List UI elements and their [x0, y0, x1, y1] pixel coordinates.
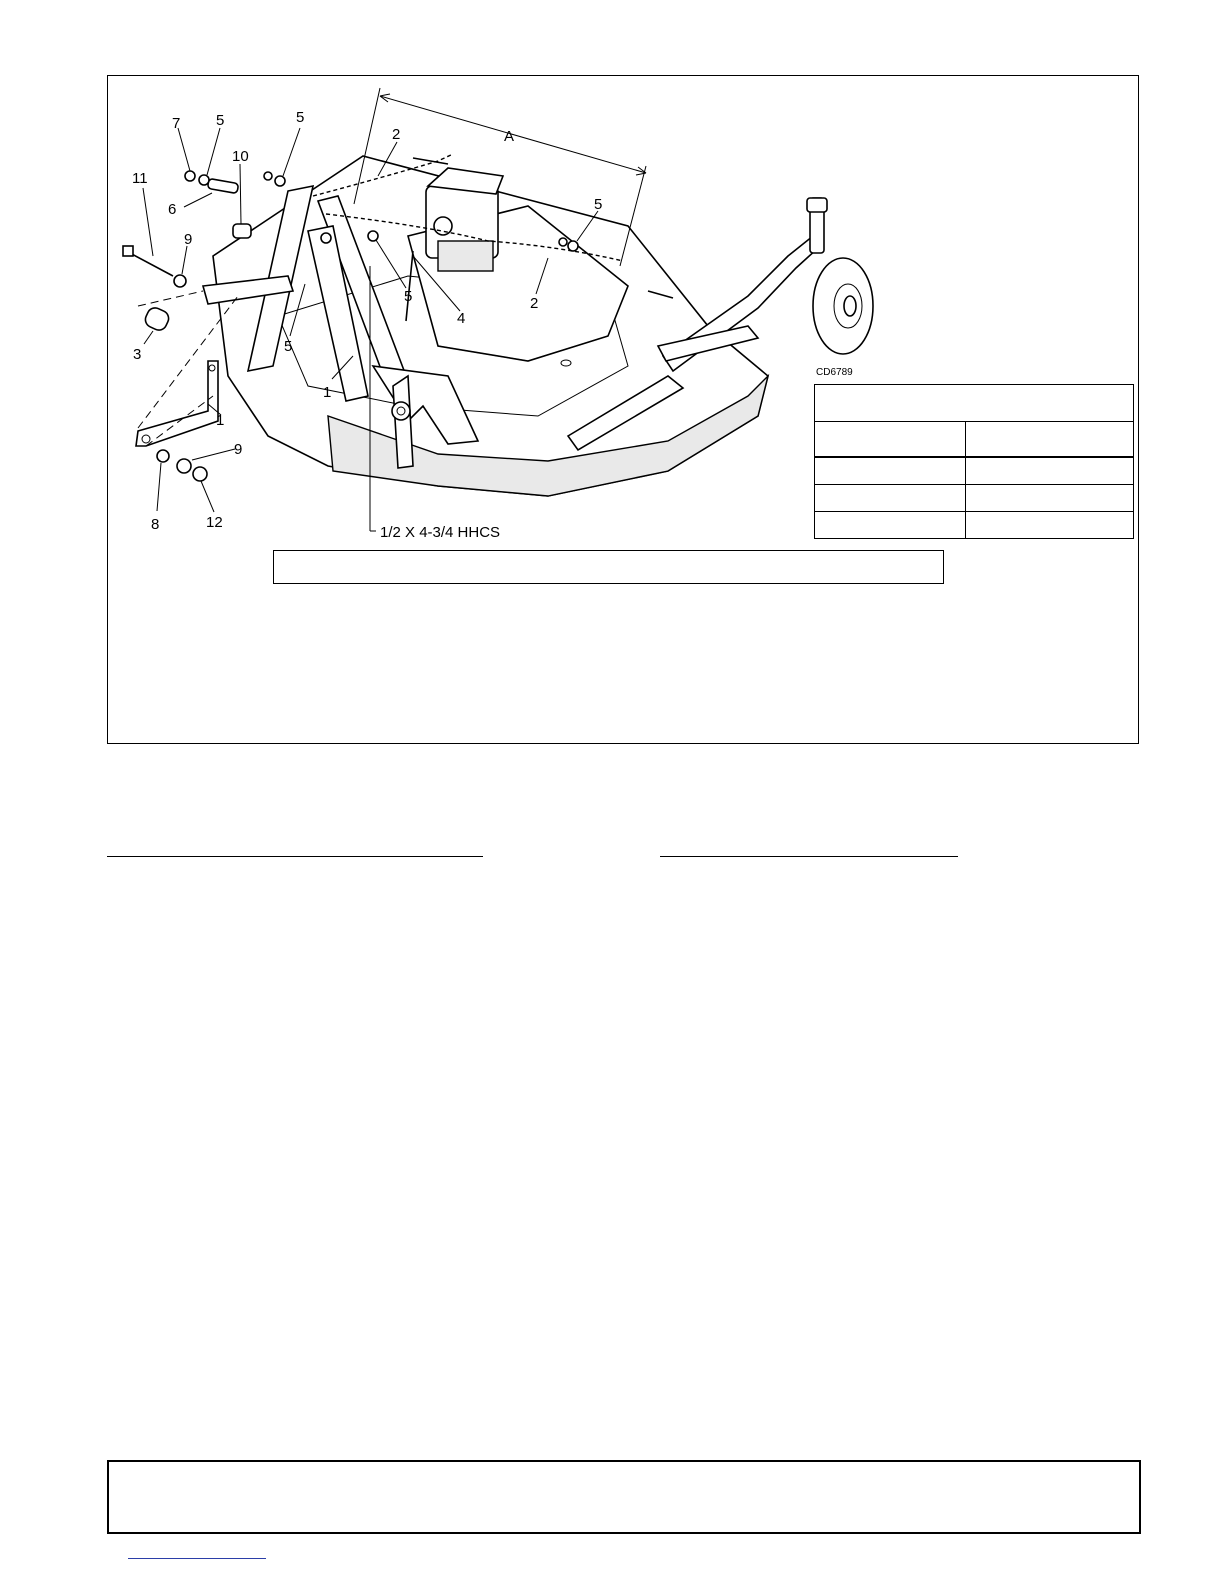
callout-5-e: 5: [594, 196, 603, 213]
callout-2-b: 2: [530, 295, 539, 312]
nut-7: [185, 171, 195, 181]
washer-5b: [275, 176, 285, 186]
washer-9-lower: [177, 459, 191, 473]
spec-table-row: [815, 485, 1134, 512]
hhcs-label: 1/2 X 4-3/4 HHCS: [380, 524, 501, 541]
callout-3: 3: [133, 346, 142, 363]
washer-9-upper: [174, 275, 186, 287]
section-heading-rule-left: [107, 856, 483, 857]
lift-link-lower: [136, 361, 218, 446]
spec-table: [814, 384, 1134, 539]
callout-9-lower: 9: [234, 441, 243, 458]
callout-1-a: 1: [323, 384, 332, 401]
dimension-a-label: A: [504, 128, 515, 145]
callout-5-b: 5: [296, 109, 305, 126]
tail-wheel-tire: [813, 258, 873, 354]
callout-12: 12: [206, 514, 223, 531]
footer-notice-box: [107, 1460, 1141, 1534]
spec-table-row: [815, 457, 1134, 485]
drawing-code: CD6789: [816, 367, 853, 378]
callout-4: 4: [457, 310, 466, 327]
callout-1-b: 1: [216, 412, 225, 429]
callout-9-upper: 9: [184, 231, 193, 248]
callout-7: 7: [172, 115, 181, 132]
pin-6: [207, 178, 238, 193]
callout-5-a: 5: [216, 112, 225, 129]
callout-8: 8: [151, 516, 160, 533]
spec-table-title-row: [815, 385, 1134, 422]
washer-5e: [568, 241, 578, 251]
spec-table-header-row: [815, 422, 1134, 458]
callout-6: 6: [168, 201, 177, 218]
bolt-11: [128, 252, 173, 276]
callout-11: 11: [132, 170, 148, 187]
callout-10: 10: [232, 148, 249, 165]
page-link-underline[interactable]: [128, 1558, 266, 1559]
callout-5-d: 5: [404, 288, 413, 305]
callout-2-a: 2: [392, 126, 401, 143]
washer-5d: [368, 231, 378, 241]
spec-table-title-cell: [815, 385, 1134, 422]
spec-table-row: [815, 512, 1134, 539]
figure-frame: [107, 75, 1139, 744]
washer-5a: [199, 175, 209, 185]
nut-12: [193, 467, 207, 481]
callout-5-c: 5: [284, 338, 293, 355]
bushing-10: [233, 224, 251, 238]
figure-caption-box: [273, 550, 944, 584]
section-heading-rule-right: [660, 856, 958, 857]
washer-8: [157, 450, 169, 462]
spacer-3: [143, 305, 171, 332]
washer-5c: [321, 233, 331, 243]
